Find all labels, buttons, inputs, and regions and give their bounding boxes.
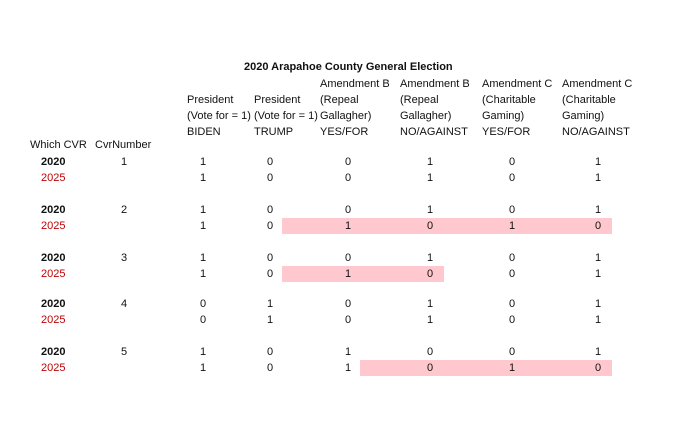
cvr-number: 5	[121, 346, 128, 358]
vote-value: 0	[345, 204, 352, 216]
cvr-number: 3	[121, 252, 128, 264]
row-year-label: 2020	[41, 346, 66, 358]
vote-value: 1	[427, 314, 434, 326]
column-header-2-line-3: (Vote for = 1)	[254, 110, 318, 122]
vote-value: 1	[427, 252, 434, 264]
column-header-5-line-4: YES/FOR	[482, 126, 531, 138]
column-header-4-line-2: (Repeal	[400, 94, 439, 106]
vote-value: 0	[509, 346, 516, 358]
vote-value: 1	[595, 204, 602, 216]
row-year-label: 2020	[41, 156, 66, 168]
changed-cell-highlight	[444, 360, 528, 376]
vote-value: 0	[509, 204, 516, 216]
vote-value: 1	[427, 172, 434, 184]
cvr-number: 2	[121, 204, 128, 216]
column-header-1-line-4: BIDEN	[187, 126, 221, 138]
row-year-label: 2020	[41, 204, 66, 216]
column-header-1-line-3: (Vote for = 1)	[187, 110, 251, 122]
vote-value: 1	[427, 204, 434, 216]
column-header-2-line-4: TRUMP	[254, 126, 294, 138]
vote-value: 1	[200, 172, 207, 184]
vote-value: 1	[200, 220, 207, 232]
column-header-6-line-3: Gaming)	[562, 110, 605, 122]
vote-value: 1	[200, 204, 207, 216]
vote-value: 0	[509, 268, 516, 280]
row-year-label: 2020	[41, 252, 66, 264]
row-year-label: 2025	[41, 362, 66, 374]
vote-value: 0	[200, 314, 207, 326]
vote-value: 1	[267, 298, 274, 310]
vote-value: 0	[200, 298, 207, 310]
vote-value: 1	[595, 346, 602, 358]
vote-value: 0	[509, 252, 516, 264]
vote-value: 1	[427, 298, 434, 310]
vote-value: 1	[595, 252, 602, 264]
vote-value: 0	[509, 314, 516, 326]
vote-value: 1	[509, 362, 516, 374]
vote-value: 0	[267, 156, 274, 168]
column-header-2-line-2: President	[254, 94, 301, 106]
row-year-label: 2020	[41, 298, 66, 310]
header-which-cvr: Which CVR	[30, 139, 87, 151]
vote-value: 1	[200, 346, 207, 358]
vote-value: 1	[200, 268, 207, 280]
vote-value: 1	[200, 362, 207, 374]
vote-value: 1	[345, 220, 352, 232]
row-year-label: 2025	[41, 314, 66, 326]
vote-value: 0	[267, 346, 274, 358]
vote-value: 0	[427, 268, 434, 280]
vote-value: 1	[200, 252, 207, 264]
vote-value: 1	[595, 314, 602, 326]
vote-value: 0	[427, 220, 434, 232]
column-header-3-line-3: Gallagher)	[320, 110, 372, 122]
cvr-number: 4	[121, 298, 128, 310]
sheet-title: 2020 Arapahoe County General Election	[244, 61, 453, 73]
vote-value: 0	[345, 172, 352, 184]
column-header-6-line-2: (Charitable	[562, 94, 616, 106]
column-header-3-line-2: (Repeal	[320, 94, 359, 106]
vote-value: 1	[345, 268, 352, 280]
column-header-5-line-2: (Charitable	[482, 94, 536, 106]
changed-cell-highlight	[444, 218, 528, 234]
vote-value: 1	[509, 220, 516, 232]
vote-value: 0	[267, 362, 274, 374]
vote-value: 1	[595, 156, 602, 168]
vote-value: 0	[267, 204, 274, 216]
column-header-4-line-3: Gallagher)	[400, 110, 452, 122]
vote-value: 0	[509, 156, 516, 168]
vote-value: 1	[267, 314, 274, 326]
vote-value: 1	[345, 346, 352, 358]
vote-value: 1	[595, 298, 602, 310]
vote-value: 0	[595, 220, 602, 232]
row-year-label: 2025	[41, 268, 66, 280]
vote-value: 0	[345, 156, 352, 168]
column-header-5-line-1: Amendment C	[482, 78, 553, 90]
vote-value: 1	[345, 362, 352, 374]
row-year-label: 2025	[41, 220, 66, 232]
vote-value: 0	[427, 362, 434, 374]
column-header-1-line-2: President	[187, 94, 234, 106]
column-header-4-line-1: Amendment B	[400, 78, 470, 90]
column-header-4-line-4: NO/AGAINST	[400, 126, 468, 138]
column-header-6-line-4: NO/AGAINST	[562, 126, 630, 138]
column-header-6-line-1: Amendment C	[562, 78, 633, 90]
vote-value: 0	[345, 298, 352, 310]
vote-value: 1	[200, 156, 207, 168]
cvr-number: 1	[121, 156, 128, 168]
vote-value: 1	[595, 268, 602, 280]
vote-value: 0	[345, 314, 352, 326]
column-header-3-line-1: Amendment B	[320, 78, 390, 90]
vote-value: 0	[509, 172, 516, 184]
vote-value: 0	[267, 268, 274, 280]
column-header-5-line-3: Gaming)	[482, 110, 525, 122]
column-header-3-line-4: YES/FOR	[320, 126, 369, 138]
vote-value: 0	[267, 220, 274, 232]
vote-value: 0	[427, 346, 434, 358]
vote-value: 0	[267, 172, 274, 184]
header-cvr-number: CvrNumber	[95, 139, 152, 151]
vote-value: 1	[595, 172, 602, 184]
vote-value: 0	[509, 298, 516, 310]
vote-value: 1	[427, 156, 434, 168]
row-year-label: 2025	[41, 172, 66, 184]
vote-value: 0	[267, 252, 274, 264]
vote-value: 0	[595, 362, 602, 374]
vote-value: 0	[345, 252, 352, 264]
